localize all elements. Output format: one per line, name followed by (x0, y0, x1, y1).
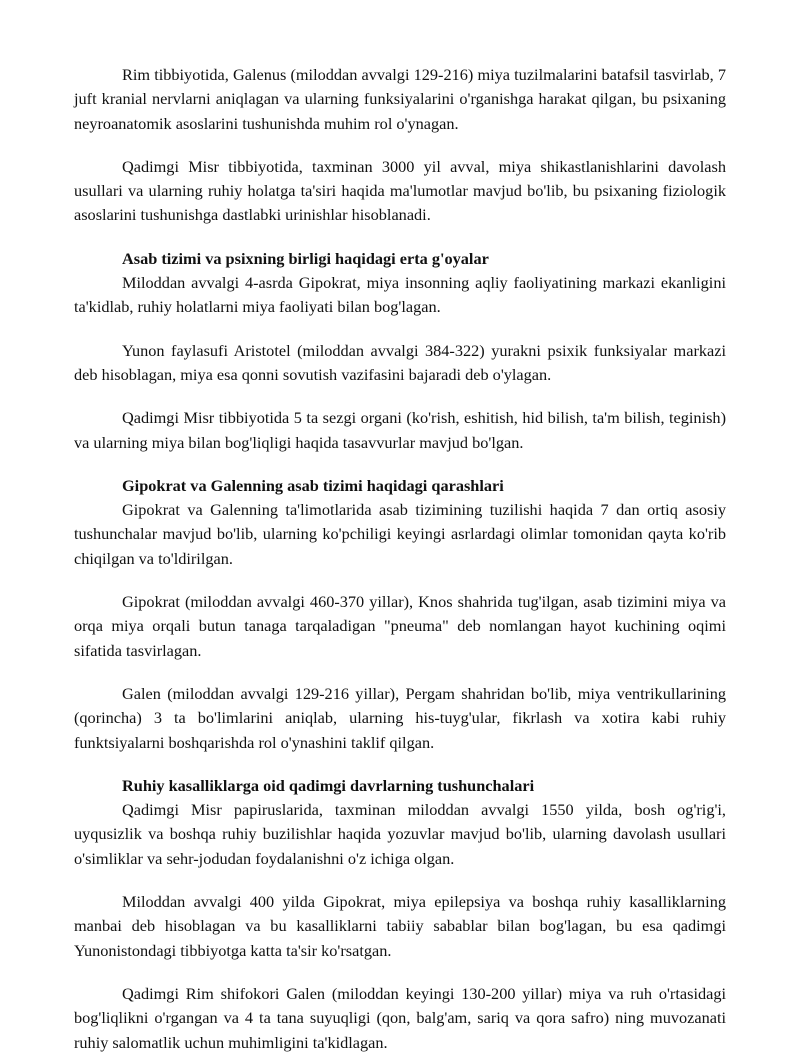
paragraph: Gipokrat va Galenning ta'limotlarida asab tizimining tuzilishi haqida 7 dan ortiq asosiy tushunchalar mavjud bo'lib, ularning ko'pchiligi keyingi asrlardagi olimlar tomonidan qayta ko'rib chiqilgan va to'ldirilgan. (74, 500, 726, 568)
paragraph: Miloddan avvalgi 400 yilda Gipokrat, miya epilepsiya va boshqa ruhiy kasalliklarning manbai deb hisoblagan va bu kasalliklarni tabiiy sabablar bilan bog'lagan, bu esa qadimgi Yunonistondagi tibbiyotga katta ta'sir ko'rsatgan. (74, 892, 726, 960)
section-heading: Gipokrat va Galenning asab tizimi haqidagi qarashlari (122, 475, 504, 495)
section-heading: Asab tizimi va psixning birligi haqidagi erta g'oyalar (122, 248, 489, 268)
paragraph: Gipokrat (miloddan avvalgi 460-370 yillar), Knos shahrida tug'ilgan, asab tizimini miya va orqa miya orqali butun tanaga tarqaladigan "pneuma" deb nomlangan hayot kuchining oqimi sifatida tasvirlagan. (74, 592, 726, 660)
paragraph: Qadimgi Misr tibbiyotida 5 ta sezgi organi (ko'rish, eshitish, hid bilish, ta'm bilish, teginish) va ularning miya bilan bog'liqligi haqida tasavvurlar mavjud bo'lgan. (74, 408, 726, 452)
paragraph: Yunon faylasufi Aristotel (miloddan avvalgi 384-322) yurakni psixik funksiyalar markazi deb hisoblagan, miya esa qonni sovutish vazifasini bajaradi deb o'ylagan. (74, 340, 726, 384)
paragraph: Rim tibbiyotida, Galenus (miloddan avvalgi 129-216) miya tuzilmalarini batafsil tasvirlab, 7 juft kranial nervlarni aniqlagan va ularning funksiyalarini o'rganishga harakat qilgan, bu psixaning neyroanatomik asoslarini tushunishda muhim rol o'ynagan. (74, 65, 726, 133)
paragraph: Qadimgi Misr tibbiyotida, taxminan 3000 yil avval, miya shikastlanishlarini davolash usullari va ularning ruhiy holatga ta'siri haqida ma'lumotlar mavjud bo'lib, bu psixaning fiziologik asoslarini tushunishga dastlabki urinishlar hisoblanadi. (74, 156, 726, 225)
paragraph: Qadimgi Rim shifokori Galen (miloddan keyingi 130-200 yillar) miya va ruh o'rtasidagi bog'liqlikni o'rgangan va 4 ta tana suyuqligi (qon, balg'am, sariq va qora safro) ning muvozanati ruhiy salomatlik uchun muhimligini ta'kidlagan. (74, 983, 726, 1052)
paragraph: Qadimgi Misr papiruslarida, taxminan miloddan avvalgi 1550 yilda, bosh og'rig'i, uyqusizlik va boshqa ruhiy buzilishlar haqida yozuvlar mavjud bo'lib, ularning davolash usullari o'simliklar va sehr-jodudan foydalanishni o'z ichiga olgan. (74, 800, 726, 868)
paragraph: Miloddan avvalgi 4-asrda Gipokrat, miya insonning aqliy faoliyatining markazi ekanligini ta'kidlab, ruhiy holatlarni miya faoliyati bilan bog'lagan. (74, 273, 726, 317)
section-heading: Ruhiy kasalliklarga oid qadimgi davrlarning tushunchalari (122, 775, 535, 795)
paragraph: Galen (miloddan avvalgi 129-216 yillar), Pergam shahridan bo'lib, miya ventrikullarining (qorincha) 3 ta bo'limlarini aniqlab, ularning his-tuyg'ular, fikrlash va xotira kabi ruhiy funktsiyalarni boshqarishda rol o'ynashini taklif qilgan. (74, 683, 726, 752)
